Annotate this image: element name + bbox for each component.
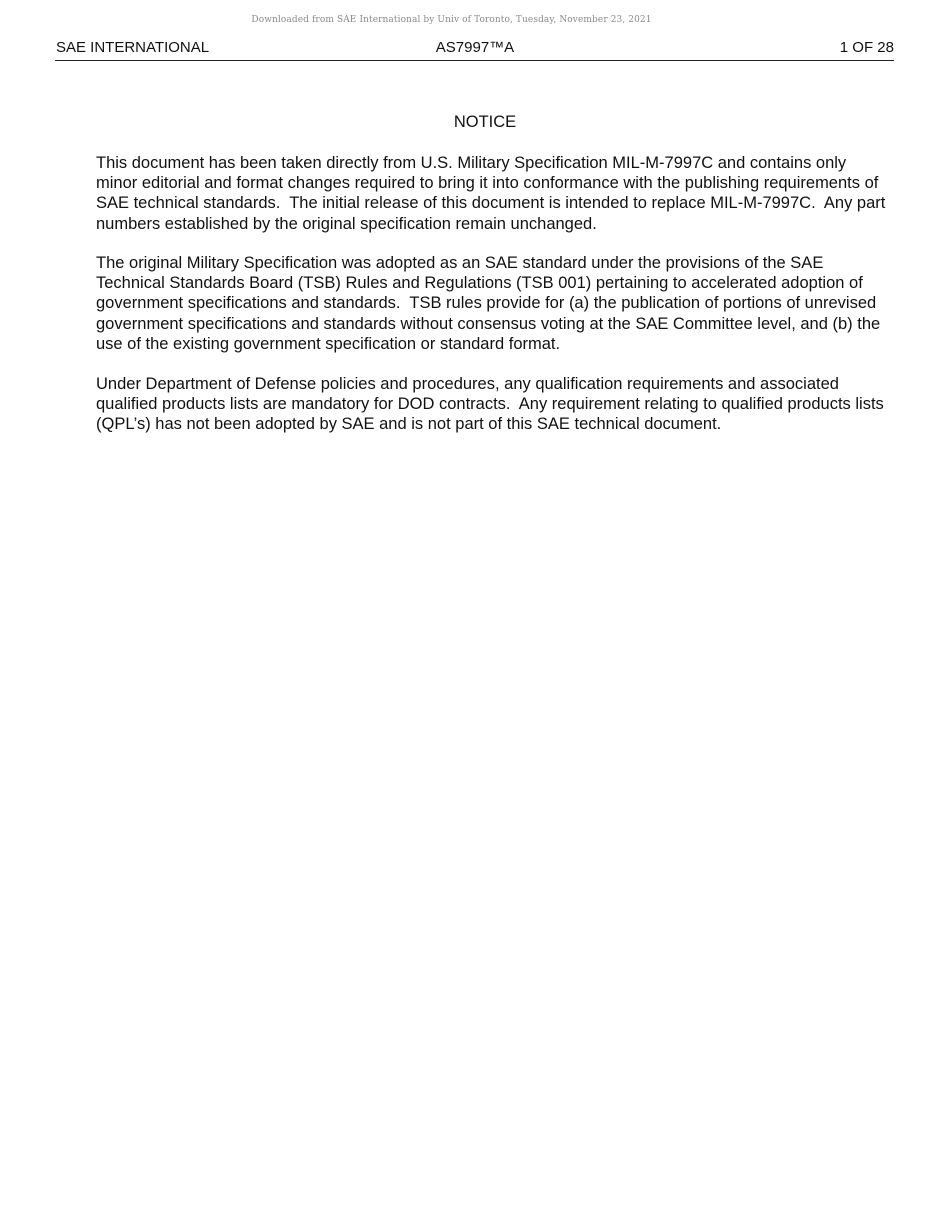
notice-paragraph-text: The original Military Specification was adopted as an SAE standard under the provisions of the SAE Technical Standards Board (TSB) Rules and Regulations (TSB 001) pertaining to accelerated adoption of government specifications and standards. TSB rules provide for (a) the publication of portions of unrevised government specifications and standards without consensus voting at the SAE Committee level, and (b) the use of the existing government specification or standard format.: [96, 254, 885, 353]
header-page-indicator: 1 OF 28: [839, 39, 894, 56]
notice-paragraph-text: This document has been taken directly from U.S. Military Specification MIL-M-7997C and contains only minor editorial and format changes required to bring it into conformance with the publishing requirements of SAE technical standards. The initial release of this document is intended to replace MIL-M-7997C. Any part numbers established by the original specification remain unchanged.: [96, 154, 890, 233]
page-header: [55, 38, 894, 61]
notice-title: NOTICE: [453, 113, 517, 131]
notice-paragraph-2: [96, 253, 886, 354]
download-banner: Downloaded from SAE International by Univ of Toronto, Tuesday, November 23, 2021: [251, 15, 652, 25]
notice-paragraph-1: [96, 153, 890, 234]
notice-paragraph-text: Under Department of Defense policies and procedures, any qualification requirements and associated qualified products lists are mandatory for DOD contracts. Any requirement relating to qualified products lists (QPL’s) has not been adopted by SAE and is not part of this SAE technical document.: [96, 375, 889, 434]
notice-paragraph-3: [96, 374, 889, 435]
header-organization: SAE INTERNATIONAL: [56, 39, 210, 56]
header-document-number: AS7997™A: [435, 39, 515, 56]
